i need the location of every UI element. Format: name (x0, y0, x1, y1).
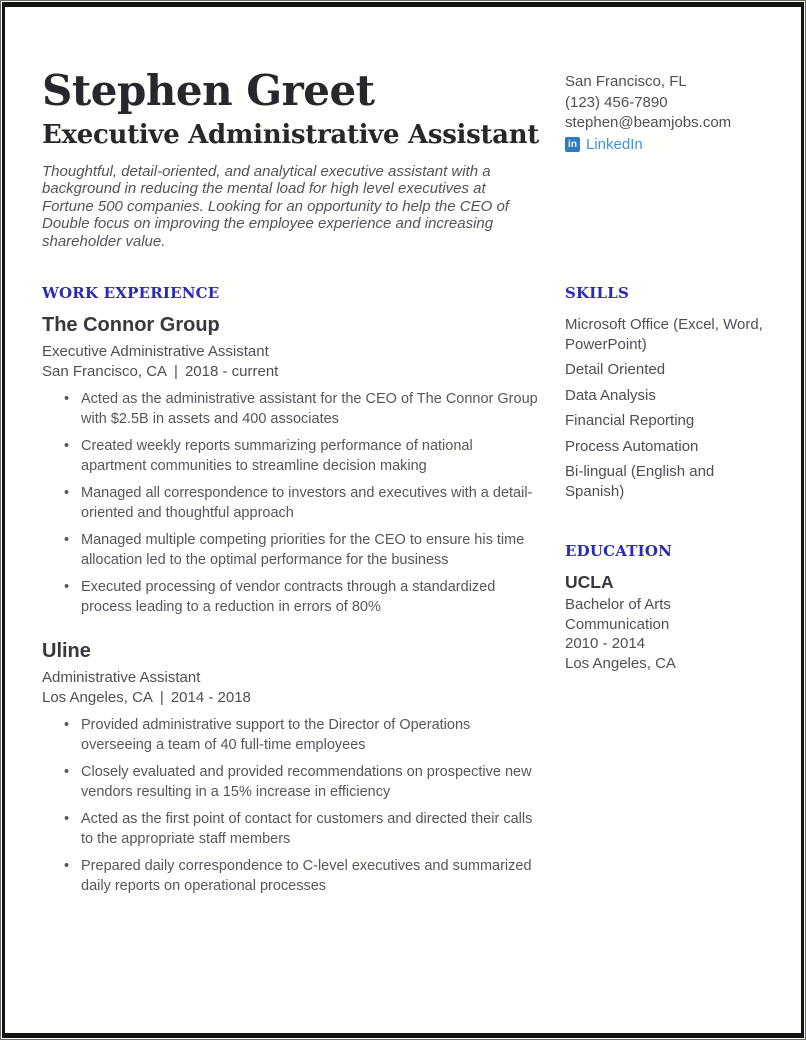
job-meta (42, 689, 541, 706)
meta-separator: | (174, 363, 178, 381)
contact-block (565, 69, 777, 250)
job-location: San Francisco, CA (42, 363, 168, 381)
skill-item: Process Automation (565, 437, 699, 455)
page-frame (2, 2, 804, 1038)
meta-separator: | (159, 689, 164, 707)
job-bullet: • Managed all correspondence to investors and executives with a detail-oriented and thoughtful approach (42, 484, 541, 523)
skill-item: Microsoft Office (Excel, Word, PowerPoint) (565, 316, 763, 353)
linkedin-icon: in (565, 137, 580, 152)
education-dates: 2010 - 2014 (565, 635, 646, 653)
skills-section (565, 284, 777, 501)
skill-item: Detail Oriented (565, 361, 666, 379)
job-bullet: • Acted as the administrative assistant for the CEO of The Connor Group with $2.5B in assets and 400 associates (42, 390, 541, 429)
job-entry (42, 640, 541, 896)
skill-item: Financial Reporting (565, 412, 695, 430)
job-dates: 2018 - current (184, 363, 279, 381)
field-of-study: Communication (565, 615, 670, 633)
job-bullet-list (42, 716, 541, 896)
contact-phone: (123) 456-7890 (565, 93, 668, 111)
contact-location: San Francisco, FL (565, 73, 687, 90)
job-role: Executive Administrative Assistant (42, 343, 269, 361)
job-bullet-list (42, 390, 541, 617)
skills-heading: SKILLS (565, 284, 630, 303)
header-block (42, 66, 541, 250)
education-section (565, 542, 777, 673)
job-bullet: • Provided administrative support to the Director of Operations overseeing a team of 40 full-time employees (42, 716, 541, 755)
job-bullet: • Prepared daily correspondence to C-level executives and summarized daily reports on operational processes (42, 857, 541, 896)
job-location: Los Angeles, CA (42, 689, 153, 707)
job-bullet: • Executed processing of vendor contracts through a standardized process leading to a reduction in errors of 80% (42, 578, 541, 617)
resume-content (5, 7, 801, 896)
linkedin-link[interactable] (565, 135, 777, 155)
candidate-name: Stephen Greet (42, 66, 375, 115)
candidate-title: Executive Administrative Assistant (42, 120, 540, 151)
contact-email: stephen@beamjobs.com (565, 114, 732, 131)
right-rail (565, 284, 777, 896)
degree: Bachelor of Arts (565, 596, 671, 614)
work-experience-section (42, 284, 541, 896)
job-entry (42, 314, 541, 617)
school-name: UCLA (565, 572, 614, 593)
education-heading: EDUCATION (565, 542, 673, 561)
skill-item: Data Analysis (565, 386, 656, 404)
job-dates: 2014 - 2018 (170, 689, 251, 707)
job-meta (42, 363, 541, 380)
job-bullet: • Created weekly reports summarizing performance of national apartment communities to streamline decision making (42, 437, 541, 476)
skill-item: Bi-lingual (English and Spanish) (565, 463, 715, 500)
summary-text: Thoughtful, detail-oriented, and analytical executive assistant with a background in reducing the mental load for high level executives at Fortune 500 companies. Looking for an opportunity to help the CEO of Double focus on improving the employee experience and increasing shareholder value. (42, 162, 509, 250)
skills-list (565, 315, 777, 501)
education-location: Los Angeles, CA (565, 654, 676, 672)
company-name: Uline (42, 640, 91, 663)
job-role: Administrative Assistant (42, 669, 201, 687)
job-bullet: • Acted as the first point of contact for customers and directed their calls to the appropriate staff members (42, 810, 541, 849)
linkedin-label[interactable]: LinkedIn (586, 135, 643, 153)
job-bullet: • Closely evaluated and provided recommendations on prospective new vendors resulting in a 15% increase in efficiency (42, 763, 541, 802)
job-bullet: • Managed multiple competing priorities for the CEO to ensure his time allocation led to the optimal performance for the business (42, 531, 541, 570)
work-experience-heading: WORK EXPERIENCE (42, 284, 220, 303)
company-name: The Connor Group (42, 314, 220, 337)
